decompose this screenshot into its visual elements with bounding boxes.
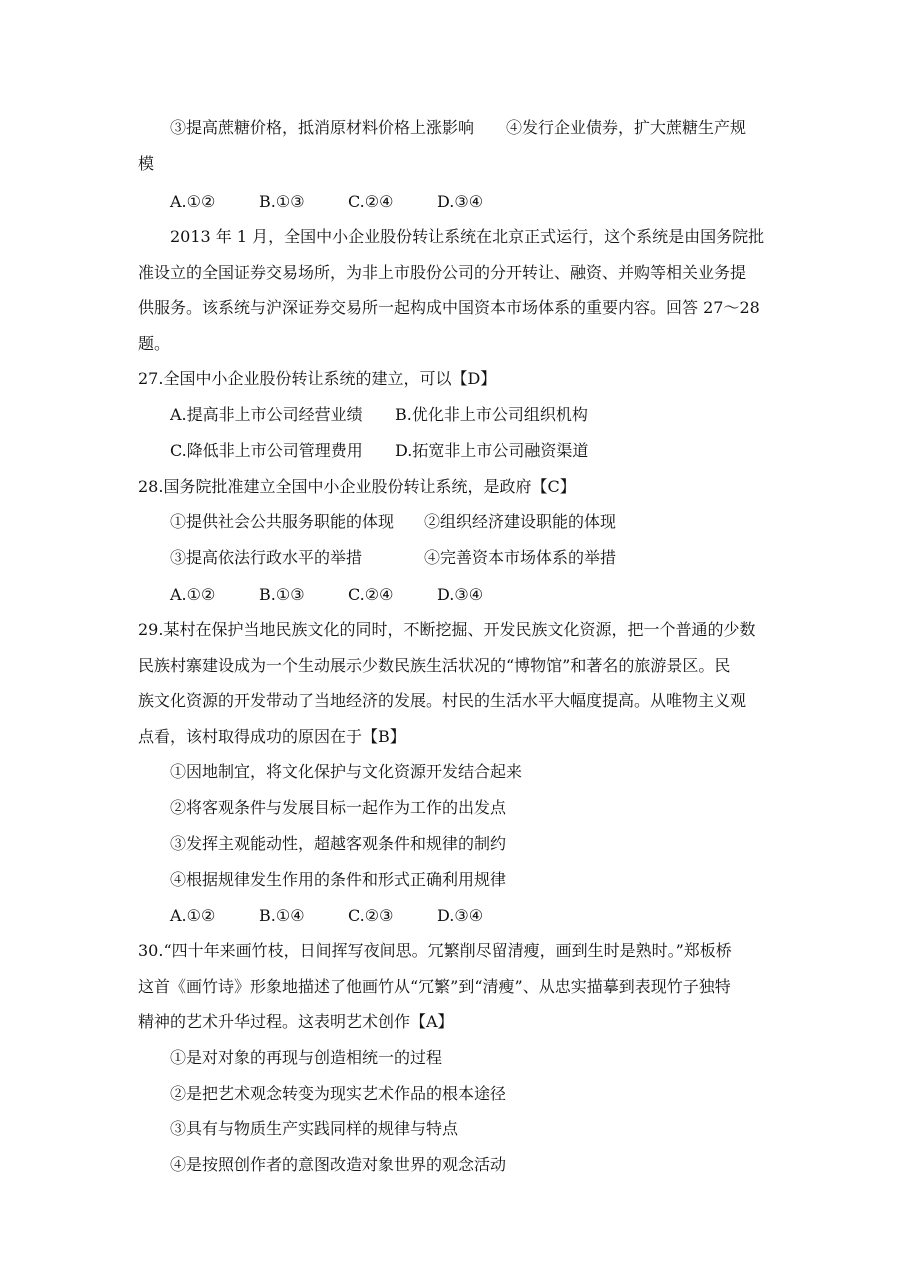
choice-d: D.③④ [437,585,484,604]
q27-options-row-1 [170,405,810,425]
q29-stem-line: 29.某村在保护当地民族文化的同时，不断挖掘、开发民族文化资源，把一个普通的少数 [138,620,756,639]
q30-stem-line: 精神的艺术升华过程。这表明艺术创作【A】 [138,1012,454,1031]
choice-a: A.①② [170,192,216,211]
q27-options-row-2 [170,441,810,461]
q27-option-c: C.降低非上市公司管理费用 [170,441,363,460]
q28-statements-row-1 [170,512,810,532]
q28-statement-3: ③提高依法行政水平的举措 [170,548,363,567]
q26-choices [170,192,810,212]
choice-b: B.①③ [259,585,305,604]
choice-b: B.①③ [259,192,305,211]
q26-statement-3: ③提高蔗糖价格，抵消原材料价格上涨影响 [170,118,475,137]
q30-stem-line: 这首《画竹诗》形象地描述了他画竹从“冗繁”到“清瘦”、从忠实描摹到表现竹子独特 [138,977,731,996]
q29-stem-line: 民族村寨建设成为一个生动展示少数民族生活状况的“博物馆”和著名的旅游景区。民 [138,656,731,675]
q28-statement-1: ①提供社会公共服务职能的体现 [170,512,395,531]
q29-statement-1: ①因地制宜，将文化保护与文化资源开发结合起来 [170,762,523,781]
q27-option-a: A.提高非上市公司经营业绩 [170,405,363,424]
q28-statements-row-2 [170,548,810,568]
q29-stem-line: 点看，该村取得成功的原因在于【B】 [138,727,406,746]
q27-stem: 27.全国中小企业股份转让系统的建立，可以【D】 [138,369,497,388]
choice-a: A.①② [170,585,216,604]
choice-c: C.②④ [348,585,394,604]
passage-line: 题。 [138,334,171,353]
q28-choices [170,585,810,605]
q30-statement-2: ②是把艺术观念转变为现实艺术作品的根本途径 [170,1084,507,1103]
choice-d: D.③④ [437,906,484,925]
choice-d: D.③④ [437,192,484,211]
q30-statement-4: ④是按照创作者的意图改造对象世界的观念活动 [170,1155,507,1174]
q27-option-d: D.拓宽非上市公司融资渠道 [395,441,589,460]
q29-statement-2: ②将客观条件与发展目标一起作为工作的出发点 [170,798,507,817]
passage-line: 2013 年 1 月，全国中小企业股份转让系统在北京正式运行，这个系统是由国务院批 [170,227,765,246]
choice-c: C.②③ [348,906,394,925]
q26-statement-4-cont: 模 [138,154,155,173]
passage-line: 供服务。该系统与沪深证券交易所一起构成中国资本市场体系的重要内容。回答 27～28 [138,298,760,317]
q29-choices [170,906,810,926]
q26-options-row [170,118,810,138]
q30-stem-line: 30.“四十年来画竹枝，日间挥写夜间思。冗繁削尽留清瘦，画到生时是熟时。”郑板桥 [138,941,732,960]
passage-line: 准设立的全国证券交易场所，为非上市股份公司的分开转让、融资、并购等相关业务提 [138,263,747,282]
choice-a: A.①② [170,906,216,925]
q28-stem: 28.国务院批准建立全国中小企业股份转让系统，是政府【C】 [138,477,576,496]
q30-statement-1: ①是对对象的再现与创造相统一的过程 [170,1048,443,1067]
choice-c: C.②④ [348,192,394,211]
q30-statement-3: ③具有与物质生产实践同样的规律与特点 [170,1119,459,1138]
q29-statement-3: ③发挥主观能动性，超越客观条件和规律的制约 [170,834,507,853]
q29-statement-4: ④根据规律发生作用的条件和形式正确利用规律 [170,870,507,889]
q28-statement-4: ④完善资本市场体系的举措 [424,548,617,567]
q27-option-b: B.优化非上市公司组织机构 [395,405,588,424]
q29-stem-line: 族文化资源的开发带动了当地经济的发展。村民的生活水平大幅度提高。从唯物主义观 [138,691,747,710]
q26-statement-4: ④发行企业债券，扩大蔗糖生产规 [506,118,747,137]
choice-b: B.①④ [259,906,305,925]
q28-statement-2: ②组织经济建设职能的体现 [424,512,617,531]
